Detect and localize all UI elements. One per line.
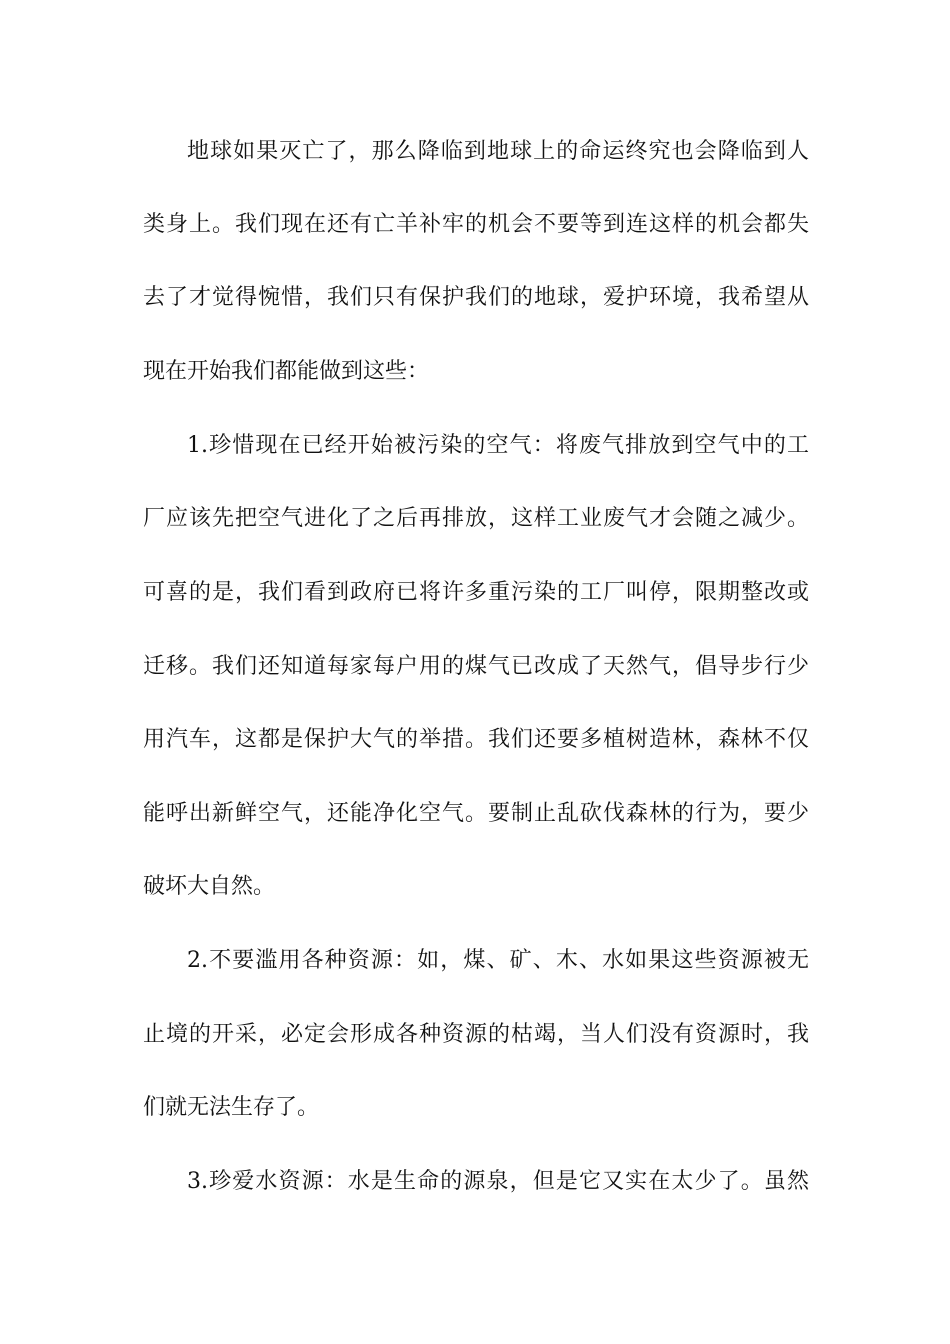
paragraph-2-line-7: 破坏大自然。 bbox=[143, 874, 276, 899]
paragraph-1-line-2: 类身上。我们现在还有亡羊补牢的机会不要等到连这样的机会都失 bbox=[143, 212, 809, 237]
paragraph-2-line-3: 可喜的是，我们看到政府已将许多重污染的工厂叫停，限期整改或 bbox=[143, 580, 809, 605]
paragraph-1-line-3: 去了才觉得惋惜，我们只有保护我们的地球，爱护环境，我希望从 bbox=[143, 285, 809, 310]
paragraph-1-line-4: 现在开始我们都能做到这些： bbox=[143, 359, 430, 384]
paragraph-2-line-5: 用汽车，这都是保护大气的举措。我们还要多植树造林，森林不仅 bbox=[143, 727, 809, 752]
paragraph-4-line-1: 3.珍爱水资源：水是生命的源泉，但是它又实在太少了。虽然 bbox=[187, 1169, 809, 1194]
paragraph-2-line-4: 迁移。我们还知道每家每户用的煤气已改成了天然气，倡导步行少 bbox=[143, 654, 809, 679]
paragraph-3-line-1: 2.不要滥用各种资源：如，煤、矿、木、水如果这些资源被无 bbox=[187, 948, 809, 973]
paragraph-2-line-1: 1.珍惜现在已经开始被污染的空气：将废气排放到空气中的工 bbox=[187, 433, 809, 458]
paragraph-2-line-2: 厂应该先把空气进化了之后再排放，这样工业废气才会随之减少。 bbox=[143, 506, 809, 531]
paragraph-3-line-3: 们就无法生存了。 bbox=[143, 1095, 320, 1120]
paragraph-3-line-2: 止境的开采，必定会形成各种资源的枯竭，当人们没有资源时，我 bbox=[143, 1022, 809, 1047]
paragraph-1-line-1: 地球如果灭亡了，那么降临到地球上的命运终究也会降临到人 bbox=[187, 139, 809, 164]
paragraph-2-line-6: 能呼出新鲜空气，还能净化空气。要制止乱砍伐森林的行为，要少 bbox=[143, 801, 809, 826]
